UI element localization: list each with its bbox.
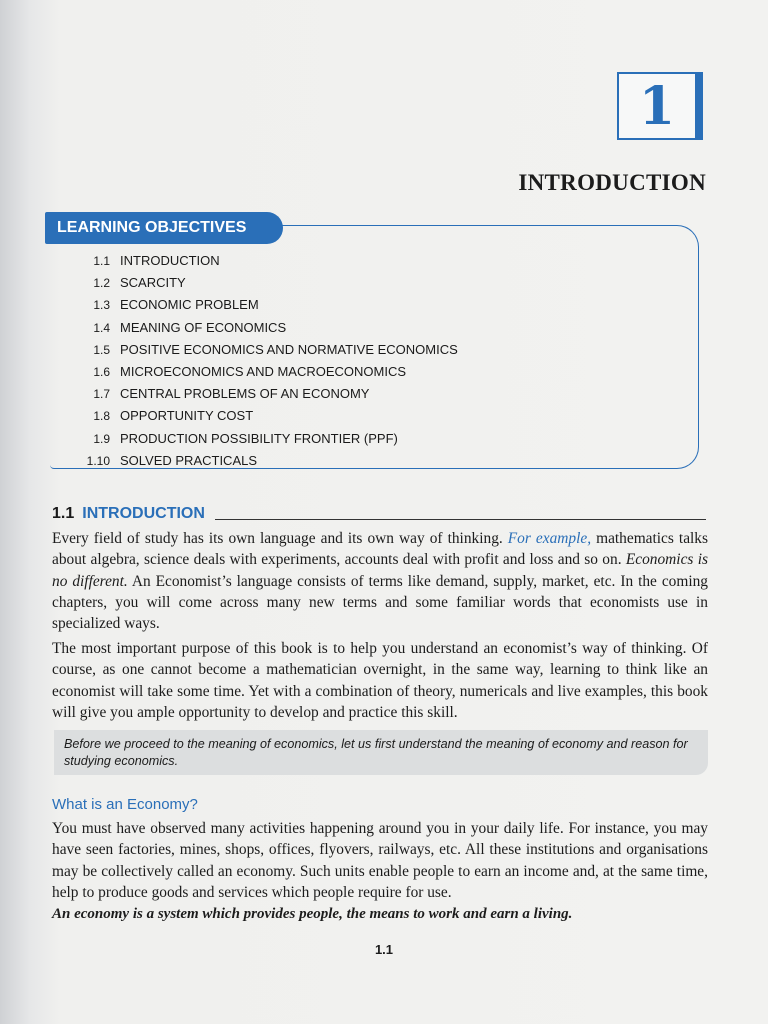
list-item: 1.8 OPPORTUNITY COST [93, 408, 254, 424]
page-number: 1.1 [374, 942, 394, 957]
economy-paragraph: You must have observed many activities happening around you in your daily life. For instance, you may have seen factories, mines, shops, offices, flyovers, railways, etc. All these institutions and organisations may be collectively called an economy. Such units enable people to earn an income and, at the same time, help to produce goods and services which people require for use. [52, 820, 708, 901]
chapter-number-box [617, 72, 697, 140]
chapter-number: 1 [638, 75, 676, 137]
learning-objectives-list [74, 250, 458, 472]
list-item: 1.9 PRODUCTION POSSIBILITY FRONTIER (PPF) [93, 430, 398, 446]
economy-definition: An economy is a system which provides people, the means to work and earn a living. [52, 906, 573, 922]
list-item: 1.3 ECONOMIC PROBLEM [93, 297, 259, 313]
section-number: 1.1 [52, 505, 75, 522]
list-item: 1.5 POSITIVE ECONOMICS AND NORMATIVE ECONOMICS [93, 341, 458, 357]
intro-paragraph-2: The most important purpose of this book is to help you understand an economist’s way of thinking. Of course, as one cannot become a mathematician overnight, in the same way, learning to think like an economist will take some time. Yet with a combination of theory, numericals and live examples, this book will give you ample opportunity to develop and practice this skill. [52, 640, 708, 721]
subheading-what-is-economy: What is an Economy? [52, 796, 198, 813]
intro-paragraph-1: Every field of study has its own language and its own way of thinking. For example, mathematics talks about algebra, science deals with experiments, accounts deal with profit and loss and so on. Economics is no different. An Economist’s language consists of terms like demand, supply, market, etc. In the coming chapters, you will come across many new terms and some familiar words that economists use in specialized ways. [52, 530, 708, 633]
list-item: 1.10 SOLVED PRACTICALS [86, 452, 258, 468]
section-heading [52, 505, 706, 523]
note-box: Before we proceed to the meaning of economics, let us first understand the meaning of economy and reason for studying economics. [54, 730, 708, 775]
section-rule [215, 519, 706, 520]
chapter-title: INTRODUCTION [518, 170, 706, 195]
section-title: INTRODUCTION [82, 505, 205, 522]
list-item: 1.2 SCARCITY [93, 275, 186, 291]
list-item: 1.7 CENTRAL PROBLEMS OF AN ECONOMY [93, 386, 370, 402]
list-item: 1.6 MICROECONOMICS AND MACROECONOMICS [93, 363, 407, 379]
learning-objectives-heading: LEARNING OBJECTIVES [45, 212, 283, 244]
list-item: 1.4 MEANING OF ECONOMICS [93, 319, 287, 335]
list-item: 1.1 INTRODUCTION [93, 253, 220, 268]
